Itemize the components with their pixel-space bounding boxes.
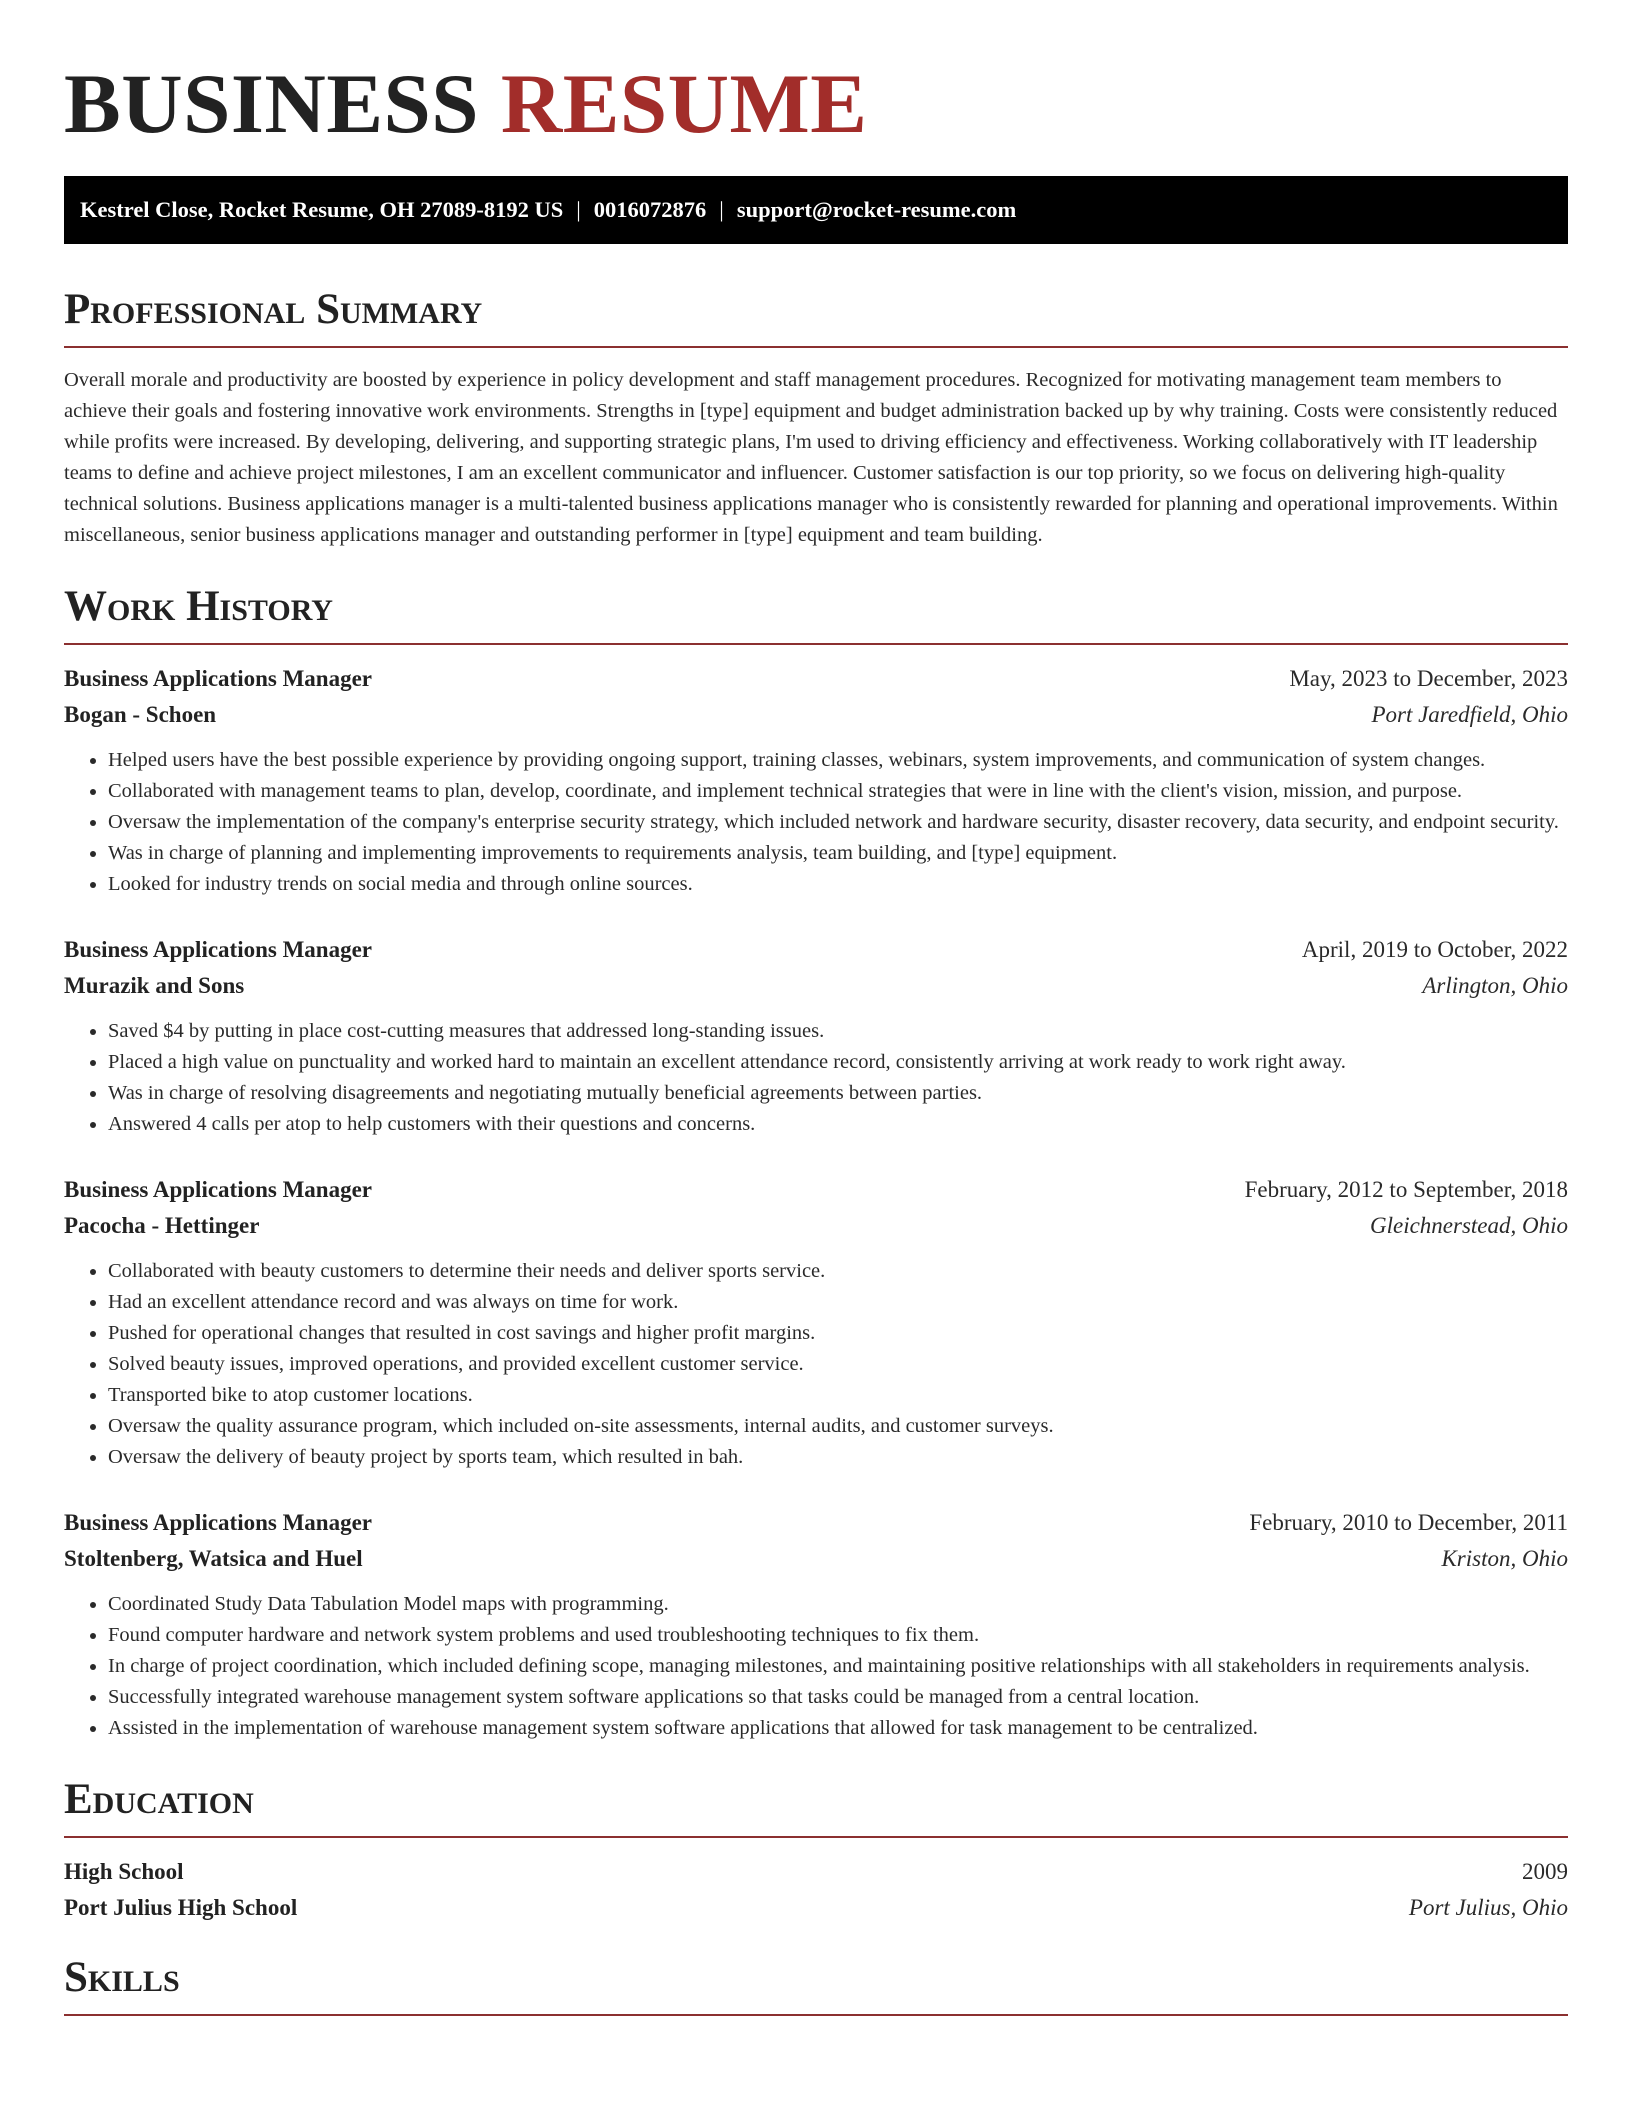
job-title-row [64, 1505, 1568, 1541]
job-dates: February, 2012 to September, 2018 [1244, 1177, 1568, 1202]
job-bullet: • Placed a high value on punctuality and worked hard to maintain an excellent attendance record, consistently arriving at work ready to work right away. [108, 1047, 1568, 1078]
job-bullet: • Solved beauty issues, improved operations, and provided excellent customer service. [108, 1349, 1568, 1380]
job-company-row [64, 1208, 1568, 1244]
job-title: Business Applications Manager [64, 666, 372, 691]
education-entry [64, 1854, 1568, 1926]
job-bullet: • Successfully integrated warehouse management system software applications so that tasks could be managed from a central location. [108, 1682, 1568, 1713]
education-heading: Education [64, 1774, 1568, 1838]
job-title-row [64, 932, 1568, 968]
job-title: Business Applications Manager [64, 937, 372, 962]
job-bullet: • Transported bike to atop customer locations. [108, 1380, 1568, 1411]
job-title: Business Applications Manager [64, 1177, 372, 1202]
resume-title [64, 56, 1568, 152]
job-company: Stoltenberg, Watsica and Huel [64, 1546, 363, 1571]
job-bullet: • Looked for industry trends on social media and through online sources. [108, 869, 1568, 900]
job-bullet: • Answered 4 calls per atop to help customers with their questions and concerns. [108, 1109, 1568, 1140]
job-bullet: • Collaborated with management teams to plan, develop, coordinate, and implement technical strategies that were in line with the client's vision, mission, and purpose. [108, 776, 1568, 807]
contact-separator: | [576, 197, 581, 222]
job-bullets [64, 1256, 1568, 1473]
job-location: Port Jaredfield, Ohio [1371, 702, 1568, 727]
job-bullet: • Had an excellent attendance record and was always on time for work. [108, 1287, 1568, 1318]
summary-heading: Professional Summary [64, 284, 1568, 348]
contact-bar [64, 176, 1568, 244]
job-title-row [64, 661, 1568, 697]
job-dates: May, 2023 to December, 2023 [1289, 666, 1568, 691]
job-location: Kriston, Ohio [1441, 1546, 1568, 1571]
job-bullets [64, 745, 1568, 900]
job-bullet: • Pushed for operational changes that resulted in cost savings and higher profit margins. [108, 1318, 1568, 1349]
education-school: Port Julius High School [64, 1895, 298, 1920]
education-location: Port Julius, Ohio [1408, 1895, 1568, 1920]
job-title-row [64, 1172, 1568, 1208]
contact-address: Kestrel Close, Rocket Resume, OH 27089-8192 US [80, 197, 564, 222]
contact-phone: 0016072876 [593, 197, 707, 222]
job-bullet: • Was in charge of resolving disagreements and negotiating mutually beneficial agreements between parties. [108, 1078, 1568, 1109]
education-school-row [64, 1890, 1568, 1926]
work-history-heading: Work History [64, 581, 1568, 645]
job-entry [64, 1172, 1568, 1473]
job-dates: February, 2010 to December, 2011 [1249, 1510, 1568, 1535]
job-company-row [64, 697, 1568, 733]
title-part-1: BUSINESS [64, 57, 480, 151]
job-bullet: • Saved $4 by putting in place cost-cutting measures that addressed long-standing issues. [108, 1016, 1568, 1047]
resume-content [64, 56, 1568, 2016]
job-entry [64, 932, 1568, 1140]
skills-heading: Skills [64, 1952, 1568, 2016]
job-bullet: • Collaborated with beauty customers to determine their needs and deliver sports service. [108, 1256, 1568, 1287]
job-bullets [64, 1016, 1568, 1140]
job-company-row [64, 1541, 1568, 1577]
job-bullet: • In charge of project coordination, which included defining scope, managing milestones, and maintaining positive relationships with all stakeholders in requirements analysis. [108, 1651, 1568, 1682]
job-dates: April, 2019 to October, 2022 [1301, 937, 1568, 962]
job-list [64, 661, 1568, 1744]
education-degree-row [64, 1854, 1568, 1890]
job-title: Business Applications Manager [64, 1510, 372, 1535]
job-bullet: • Oversaw the delivery of beauty project by sports team, which resulted in bah. [108, 1442, 1568, 1473]
job-bullets [64, 1589, 1568, 1744]
contact-separator: | [719, 197, 724, 222]
title-part-2: RESUME [500, 57, 868, 151]
job-bullet: • Oversaw the quality assurance program, which included on-site assessments, internal audits, and customer surveys. [108, 1411, 1568, 1442]
job-company: Bogan - Schoen [64, 702, 217, 727]
job-company: Pacocha - Hettinger [64, 1213, 260, 1238]
contact-email: support@rocket-resume.com [736, 197, 1017, 222]
job-company: Murazik and Sons [64, 973, 245, 998]
job-bullet: • Assisted in the implementation of warehouse management system software applications that allowed for task management to be centralized. [108, 1713, 1568, 1744]
job-company-row [64, 968, 1568, 1004]
job-bullet: • Helped users have the best possible experience by providing ongoing support, training classes, webinars, system improvements, and communication of system changes. [108, 745, 1568, 776]
job-entry [64, 661, 1568, 900]
job-entry [64, 1505, 1568, 1744]
job-bullet: • Was in charge of planning and implementing improvements to requirements analysis, team building, and [type] equipment. [108, 838, 1568, 869]
education-year: 2009 [1522, 1859, 1568, 1884]
job-location: Gleichnerstead, Ohio [1369, 1213, 1568, 1238]
job-bullet: • Coordinated Study Data Tabulation Model maps with programming. [108, 1589, 1568, 1620]
job-bullet: • Oversaw the implementation of the company's enterprise security strategy, which included network and hardware security, disaster recovery, data security, and endpoint security. [108, 807, 1568, 838]
summary-text: Overall morale and productivity are boosted by experience in policy development and staff management procedures. Recognized for motivating management team members to achieve their goals and fostering innovative work environments. Strengths in [type] equipment and budget administration backed up by why training. Costs were consistently reduced while profits were increased. By developing, delivering, and supporting strategic plans, I'm used to driving efficiency and effectiveness. Working collaboratively with IT leadership teams to define and achieve project milestones, I am an excellent communicator and influencer. Customer satisfaction is our top priority, so we focus on delivering high-quality technical solutions. Business applications manager is a multi-talented business applications manager who is consistently rewarded for planning and operational improvements. Within miscellaneous, senior business applications manager and outstanding performer in [type] equipment and team building. [64, 369, 1558, 546]
job-bullet: • Found computer hardware and network system problems and used troubleshooting techniques to fix them. [108, 1620, 1568, 1651]
job-location: Arlington, Ohio [1422, 973, 1568, 998]
education-degree: High School [64, 1859, 184, 1884]
